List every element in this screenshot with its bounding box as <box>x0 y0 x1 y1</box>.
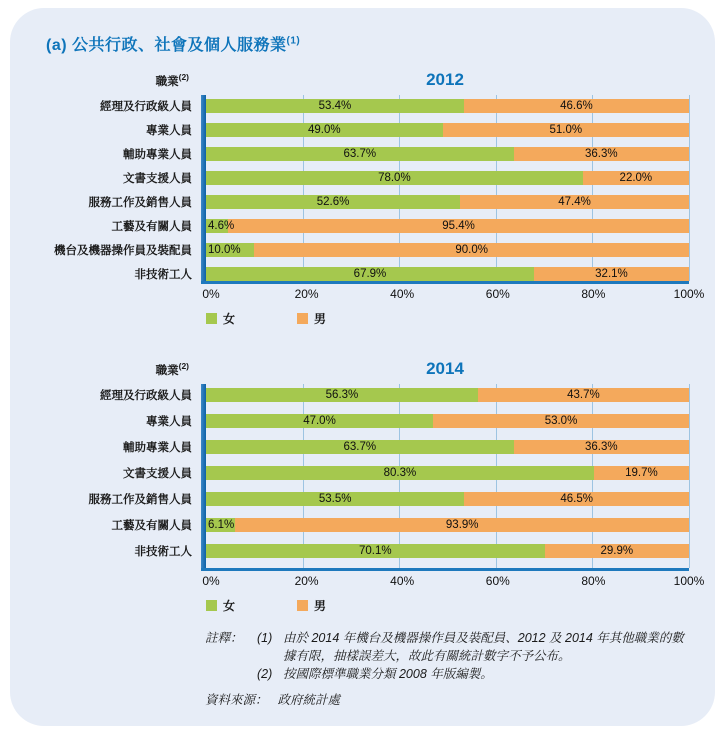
x-axis-ticks <box>202 573 705 590</box>
footnote-2-text: 按國際標準職業分類 2008 年版編製。 <box>283 667 493 682</box>
male-bar-segment <box>478 388 689 402</box>
category-label: 輔助專業人員 <box>123 442 192 454</box>
male-bar-segment <box>254 243 689 257</box>
stacked-bar <box>206 388 689 402</box>
data-source-text: 政府統計處 <box>277 693 341 708</box>
male-value-label: 36.3% <box>585 441 618 453</box>
footnote-2-number: (2) <box>257 667 273 682</box>
female-value-label: 78.0% <box>378 172 411 184</box>
footnote-2 <box>205 665 689 683</box>
stacked-bar <box>206 544 689 558</box>
x-axis-tick-label: 100% <box>673 287 705 301</box>
male-bar-segment <box>460 195 689 209</box>
data-source-label: 資料來源： <box>205 693 268 708</box>
female-bar-segment <box>206 544 545 558</box>
footnote-1 <box>205 629 689 665</box>
chart-row <box>38 543 689 559</box>
footnotes-label-spacer <box>205 665 257 683</box>
page-title-superscript: (1) <box>286 35 301 47</box>
occupation-axis-label-superscript: (2) <box>178 360 189 371</box>
gridline <box>689 95 690 281</box>
male-value-label: 93.9% <box>445 519 479 531</box>
chart-plot-area <box>38 384 689 571</box>
occupation-axis-label-text: 職業 <box>155 364 179 377</box>
occupation-axis-label-superscript: (2) <box>178 71 189 82</box>
footnotes-label: 註釋： <box>205 631 243 645</box>
legend-swatch-female <box>206 600 217 611</box>
chart-row <box>38 439 689 455</box>
chart-row <box>38 387 689 403</box>
female-value-label: 56.3% <box>325 389 359 401</box>
male-bar-segment <box>545 544 689 558</box>
female-value-label: 10.0% <box>208 244 241 256</box>
x-axis-tick-label: 80% <box>581 574 606 588</box>
stacked-bar <box>206 414 689 428</box>
female-value-label: 52.6% <box>316 196 350 208</box>
legend-label-female: 女 <box>223 311 236 326</box>
stacked-bar <box>206 147 689 161</box>
male-value-label: 46.6% <box>560 100 593 112</box>
chart-row <box>38 413 689 429</box>
male-value-label: 47.4% <box>558 196 591 208</box>
category-label: 服務工作及銷售人員 <box>88 494 192 506</box>
footnote-1-number: (1) <box>257 631 273 645</box>
stacked-bar <box>206 99 689 113</box>
x-axis-tick-label: 80% <box>581 287 606 301</box>
stacked-bar <box>206 267 689 281</box>
female-value-label: 63.7% <box>343 441 377 453</box>
stacked-bar <box>206 195 689 209</box>
male-value-label: 22.0% <box>619 172 653 184</box>
chart-row <box>38 194 689 210</box>
chart-row <box>38 266 689 282</box>
data-source <box>205 691 689 709</box>
female-bar-segment <box>206 414 433 428</box>
legend-item-female <box>206 597 235 614</box>
category-label: 工藝及有關人員 <box>111 221 192 233</box>
page-title <box>46 32 689 55</box>
male-value-label: 43.7% <box>567 389 600 401</box>
category-label: 專業人員 <box>146 125 192 137</box>
male-value-label: 53.0% <box>544 415 578 427</box>
x-axis-ticks <box>202 286 705 303</box>
page-title-text: (a) 公共行政、社會及個人服務業 <box>46 37 287 54</box>
female-bar-segment <box>206 466 594 480</box>
male-bar-segment <box>514 147 689 161</box>
male-value-label: 90.0% <box>455 244 488 256</box>
stacked-bar <box>206 219 689 233</box>
chart-row <box>38 146 689 162</box>
x-axis-tick-label: 60% <box>485 287 510 301</box>
female-bar-segment <box>206 492 464 506</box>
stacked-bar <box>206 243 689 257</box>
legend-swatch-female <box>206 313 217 324</box>
male-bar-segment <box>464 492 689 506</box>
male-bar-segment <box>464 99 689 113</box>
category-label: 輔助專業人員 <box>123 149 192 161</box>
legend-item-male <box>297 310 326 327</box>
chart-row <box>38 517 689 533</box>
legend-swatch-male <box>297 600 308 611</box>
legend-label-male: 男 <box>314 598 327 613</box>
x-axis-tick-label: 20% <box>294 574 319 588</box>
female-value-label: 70.1% <box>358 545 392 557</box>
legend-item-female <box>206 310 235 327</box>
info-card <box>10 8 715 726</box>
female-value-label: 53.5% <box>318 493 352 505</box>
chart-title: 2014 <box>426 359 464 378</box>
female-value-label: 53.4% <box>318 100 352 112</box>
female-bar-segment <box>206 267 534 281</box>
chart-row <box>38 122 689 138</box>
male-value-label: 32.1% <box>595 268 628 280</box>
female-bar-segment <box>206 123 443 137</box>
footnote-1-text: 由於 2014 年機台及機器操作員及裝配員、2012 及 2014 年其他職業的數據有限，抽樣誤差大，故此有關統計數字不予公布。 <box>283 631 684 664</box>
chart-title: 2012 <box>426 70 464 89</box>
stacked-bar <box>206 171 689 185</box>
female-bar-segment <box>206 388 478 402</box>
chart-row <box>38 465 689 481</box>
occupation-axis-label-text: 職業 <box>155 75 179 88</box>
male-bar-segment <box>514 440 689 454</box>
category-label: 非技術工人 <box>134 546 192 558</box>
chart-2012 <box>38 69 705 326</box>
chart-row <box>38 170 689 186</box>
stacked-bar <box>206 440 689 454</box>
legend-swatch-male <box>297 313 308 324</box>
category-label: 經理及行政級人員 <box>100 101 192 113</box>
male-value-label: 51.0% <box>549 124 583 136</box>
male-value-label: 29.9% <box>600 545 634 557</box>
legend-label-female: 女 <box>223 598 236 613</box>
female-value-label: 47.0% <box>303 415 336 427</box>
stacked-bar <box>206 123 689 137</box>
category-label: 經理及行政級人員 <box>100 390 192 402</box>
female-value-label: 67.9% <box>353 268 387 280</box>
male-bar-segment <box>228 219 689 233</box>
female-bar-segment <box>206 147 514 161</box>
stacked-bar <box>206 518 689 532</box>
x-axis-tick-label: 100% <box>673 574 705 588</box>
male-bar-segment <box>235 518 689 532</box>
legend-label-male: 男 <box>314 311 327 326</box>
category-label: 機台及機器操作員及裝配員 <box>54 245 192 257</box>
footnotes <box>205 629 689 710</box>
male-bar-segment <box>443 123 689 137</box>
chart-legend <box>206 310 689 326</box>
category-label: 非技術工人 <box>134 269 192 281</box>
female-bar-segment <box>206 195 460 209</box>
chart-row <box>38 98 689 114</box>
chart-legend <box>206 597 689 613</box>
category-label: 工藝及有關人員 <box>111 520 192 532</box>
x-axis-tick-label: 20% <box>294 287 319 301</box>
section-spacer <box>38 328 689 358</box>
chart-row <box>38 242 689 258</box>
category-label: 文書支援人員 <box>123 468 192 480</box>
male-value-label: 36.3% <box>585 148 618 160</box>
chart-rows <box>38 95 689 284</box>
x-axis-tick-label: 60% <box>485 574 510 588</box>
chart-2014 <box>38 358 705 613</box>
chart-header <box>38 358 689 380</box>
gridline <box>689 384 690 568</box>
chart-header <box>38 69 689 91</box>
male-bar-segment <box>433 414 689 428</box>
x-axis-tick-label: 40% <box>390 287 415 301</box>
chart-row <box>38 491 689 507</box>
category-label: 專業人員 <box>146 416 192 428</box>
female-value-label: 63.7% <box>343 148 377 160</box>
female-bar-segment <box>206 440 514 454</box>
male-value-label: 95.4% <box>442 220 475 232</box>
category-label: 服務工作及銷售人員 <box>88 197 192 209</box>
category-label: 文書支援人員 <box>123 173 192 185</box>
male-value-label: 46.5% <box>560 493 593 505</box>
x-axis-tick-label: 40% <box>390 574 415 588</box>
x-axis-tick-label: 0% <box>202 287 220 301</box>
male-bar-segment <box>583 171 689 185</box>
male-bar-segment <box>594 466 689 480</box>
stacked-bar <box>206 466 689 480</box>
female-value-label: 6.1% <box>208 519 235 531</box>
occupation-axis-label <box>38 72 201 89</box>
male-value-label: 19.7% <box>625 467 658 479</box>
x-axis-tick-label: 0% <box>202 574 220 588</box>
chart-plot-area <box>38 95 689 284</box>
legend-item-male <box>297 597 326 614</box>
male-bar-segment <box>534 267 689 281</box>
stacked-bar <box>206 492 689 506</box>
occupation-axis-label <box>38 361 201 378</box>
chart-rows <box>38 384 689 571</box>
chart-row <box>38 218 689 234</box>
female-value-label: 4.6% <box>208 220 235 232</box>
female-value-label: 80.3% <box>383 467 417 479</box>
female-value-label: 49.0% <box>308 124 341 136</box>
female-bar-segment <box>206 99 464 113</box>
female-bar-segment <box>206 171 583 185</box>
